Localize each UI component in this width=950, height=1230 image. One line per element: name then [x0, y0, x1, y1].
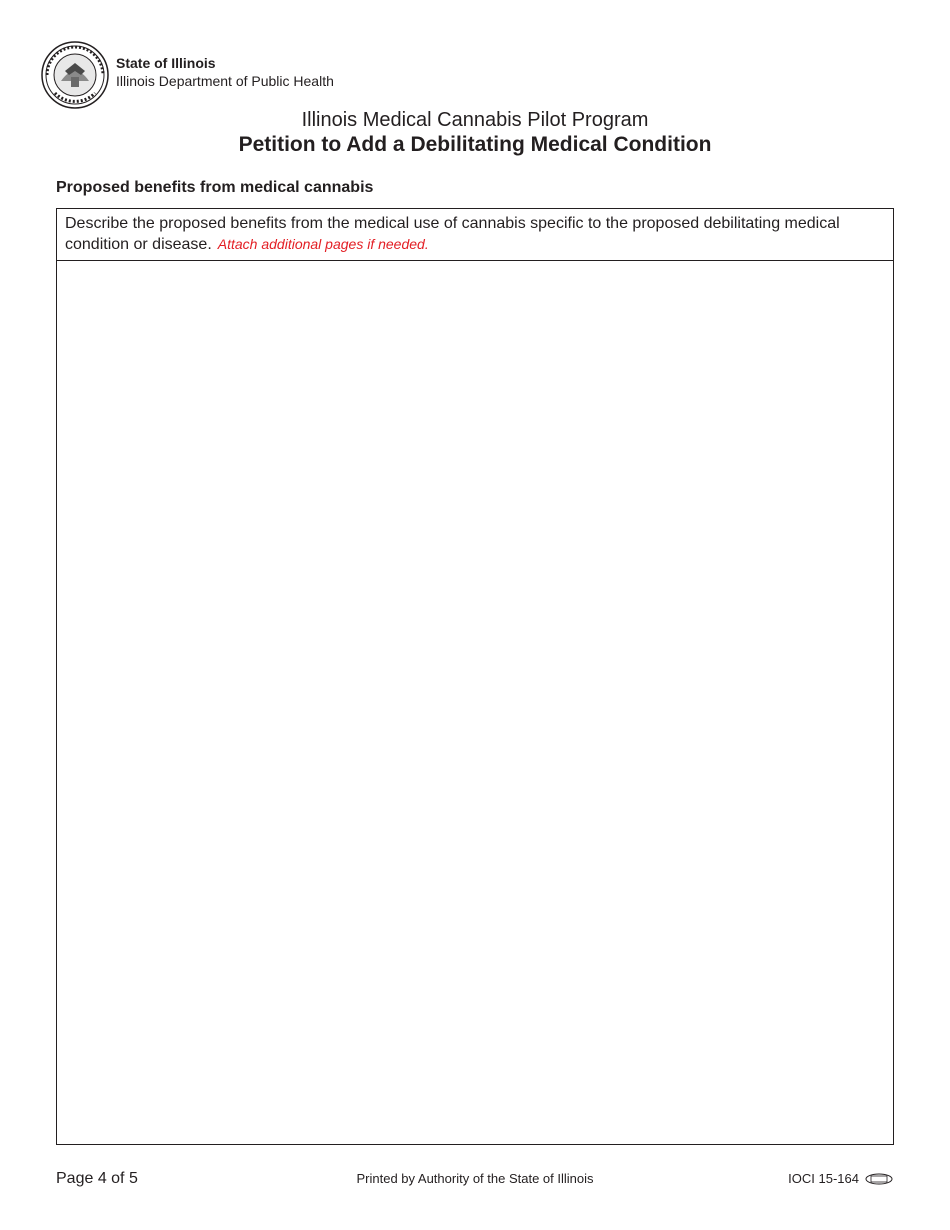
section-heading: Proposed benefits from medical cannabis — [56, 179, 374, 196]
page-number: Page 4 of 5 — [56, 1170, 138, 1187]
form-code — [788, 1171, 893, 1186]
department-name: Illinois Department of Public Health — [116, 73, 334, 89]
benefits-answer-field[interactable] — [57, 261, 893, 1141]
union-bug-icon — [865, 1173, 893, 1185]
printing-authority: Printed by Authority of the State of Illinois — [356, 1171, 594, 1186]
benefits-prompt — [57, 209, 893, 261]
form-title — [0, 108, 950, 158]
prompt-text: Describe the proposed benefits from the medical use of cannabis specific to the proposed debilitating medical condition or disease. — [65, 215, 840, 253]
petition-title: Petition to Add a Debilitating Medical Condition — [238, 133, 712, 156]
program-title: Illinois Medical Cannabis Pilot Program — [301, 109, 649, 131]
agency-block — [116, 54, 334, 90]
form-code-text: IOCI 15-164 — [788, 1171, 859, 1186]
state-seal-icon — [41, 41, 109, 109]
attach-note: Attach additional pages if needed. — [217, 236, 429, 252]
state-name: State of Illinois — [116, 55, 216, 71]
benefits-form-box — [56, 208, 894, 1145]
